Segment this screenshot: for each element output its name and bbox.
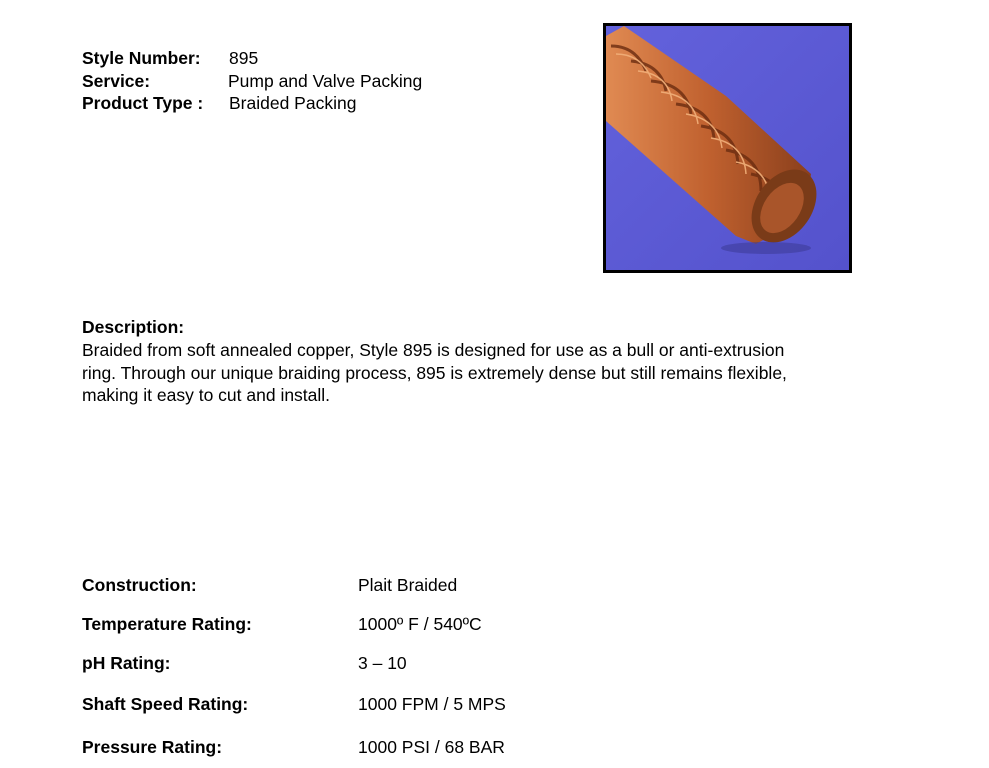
service-value: Pump and Valve Packing	[228, 71, 423, 91]
description-body	[82, 339, 882, 407]
description-line: making it easy to cut and install.	[82, 385, 331, 405]
spec-value-construction: Plait Braided	[358, 575, 458, 595]
spec-label-shaft-speed: Shaft Speed Rating:	[82, 694, 249, 714]
copper-braid-image	[606, 26, 849, 270]
description-line: ring. Through our unique braiding process, 895 is extremely dense but still remains flexible,	[82, 362, 787, 383]
spec-label-temperature: Temperature Rating:	[82, 614, 252, 634]
product-photo	[603, 23, 852, 273]
spec-label-pressure: Pressure Rating:	[82, 737, 223, 757]
style-number-value: 895	[229, 48, 259, 68]
spec-value-shaft-speed: 1000 FPM / 5 MPS	[358, 694, 506, 714]
spec-value-temperature: 1000º F / 540ºC	[358, 614, 482, 634]
spec-value-ph: 3 – 10	[358, 653, 407, 673]
description-line: Braided from soft annealed copper, Style 895 is designed for use as a bull or anti-extrusion	[82, 340, 785, 360]
product-type-value: Braided Packing	[229, 93, 357, 113]
spec-value-pressure: 1000 PSI / 68 BAR	[358, 737, 505, 757]
spec-label-ph: pH Rating:	[82, 653, 171, 673]
style-number-label: Style Number:	[82, 48, 201, 68]
service-label: Service:	[82, 71, 151, 91]
spec-label-construction: Construction:	[82, 575, 197, 595]
description-heading: Description:	[82, 317, 185, 337]
product-type-label: Product Type :	[82, 93, 204, 113]
